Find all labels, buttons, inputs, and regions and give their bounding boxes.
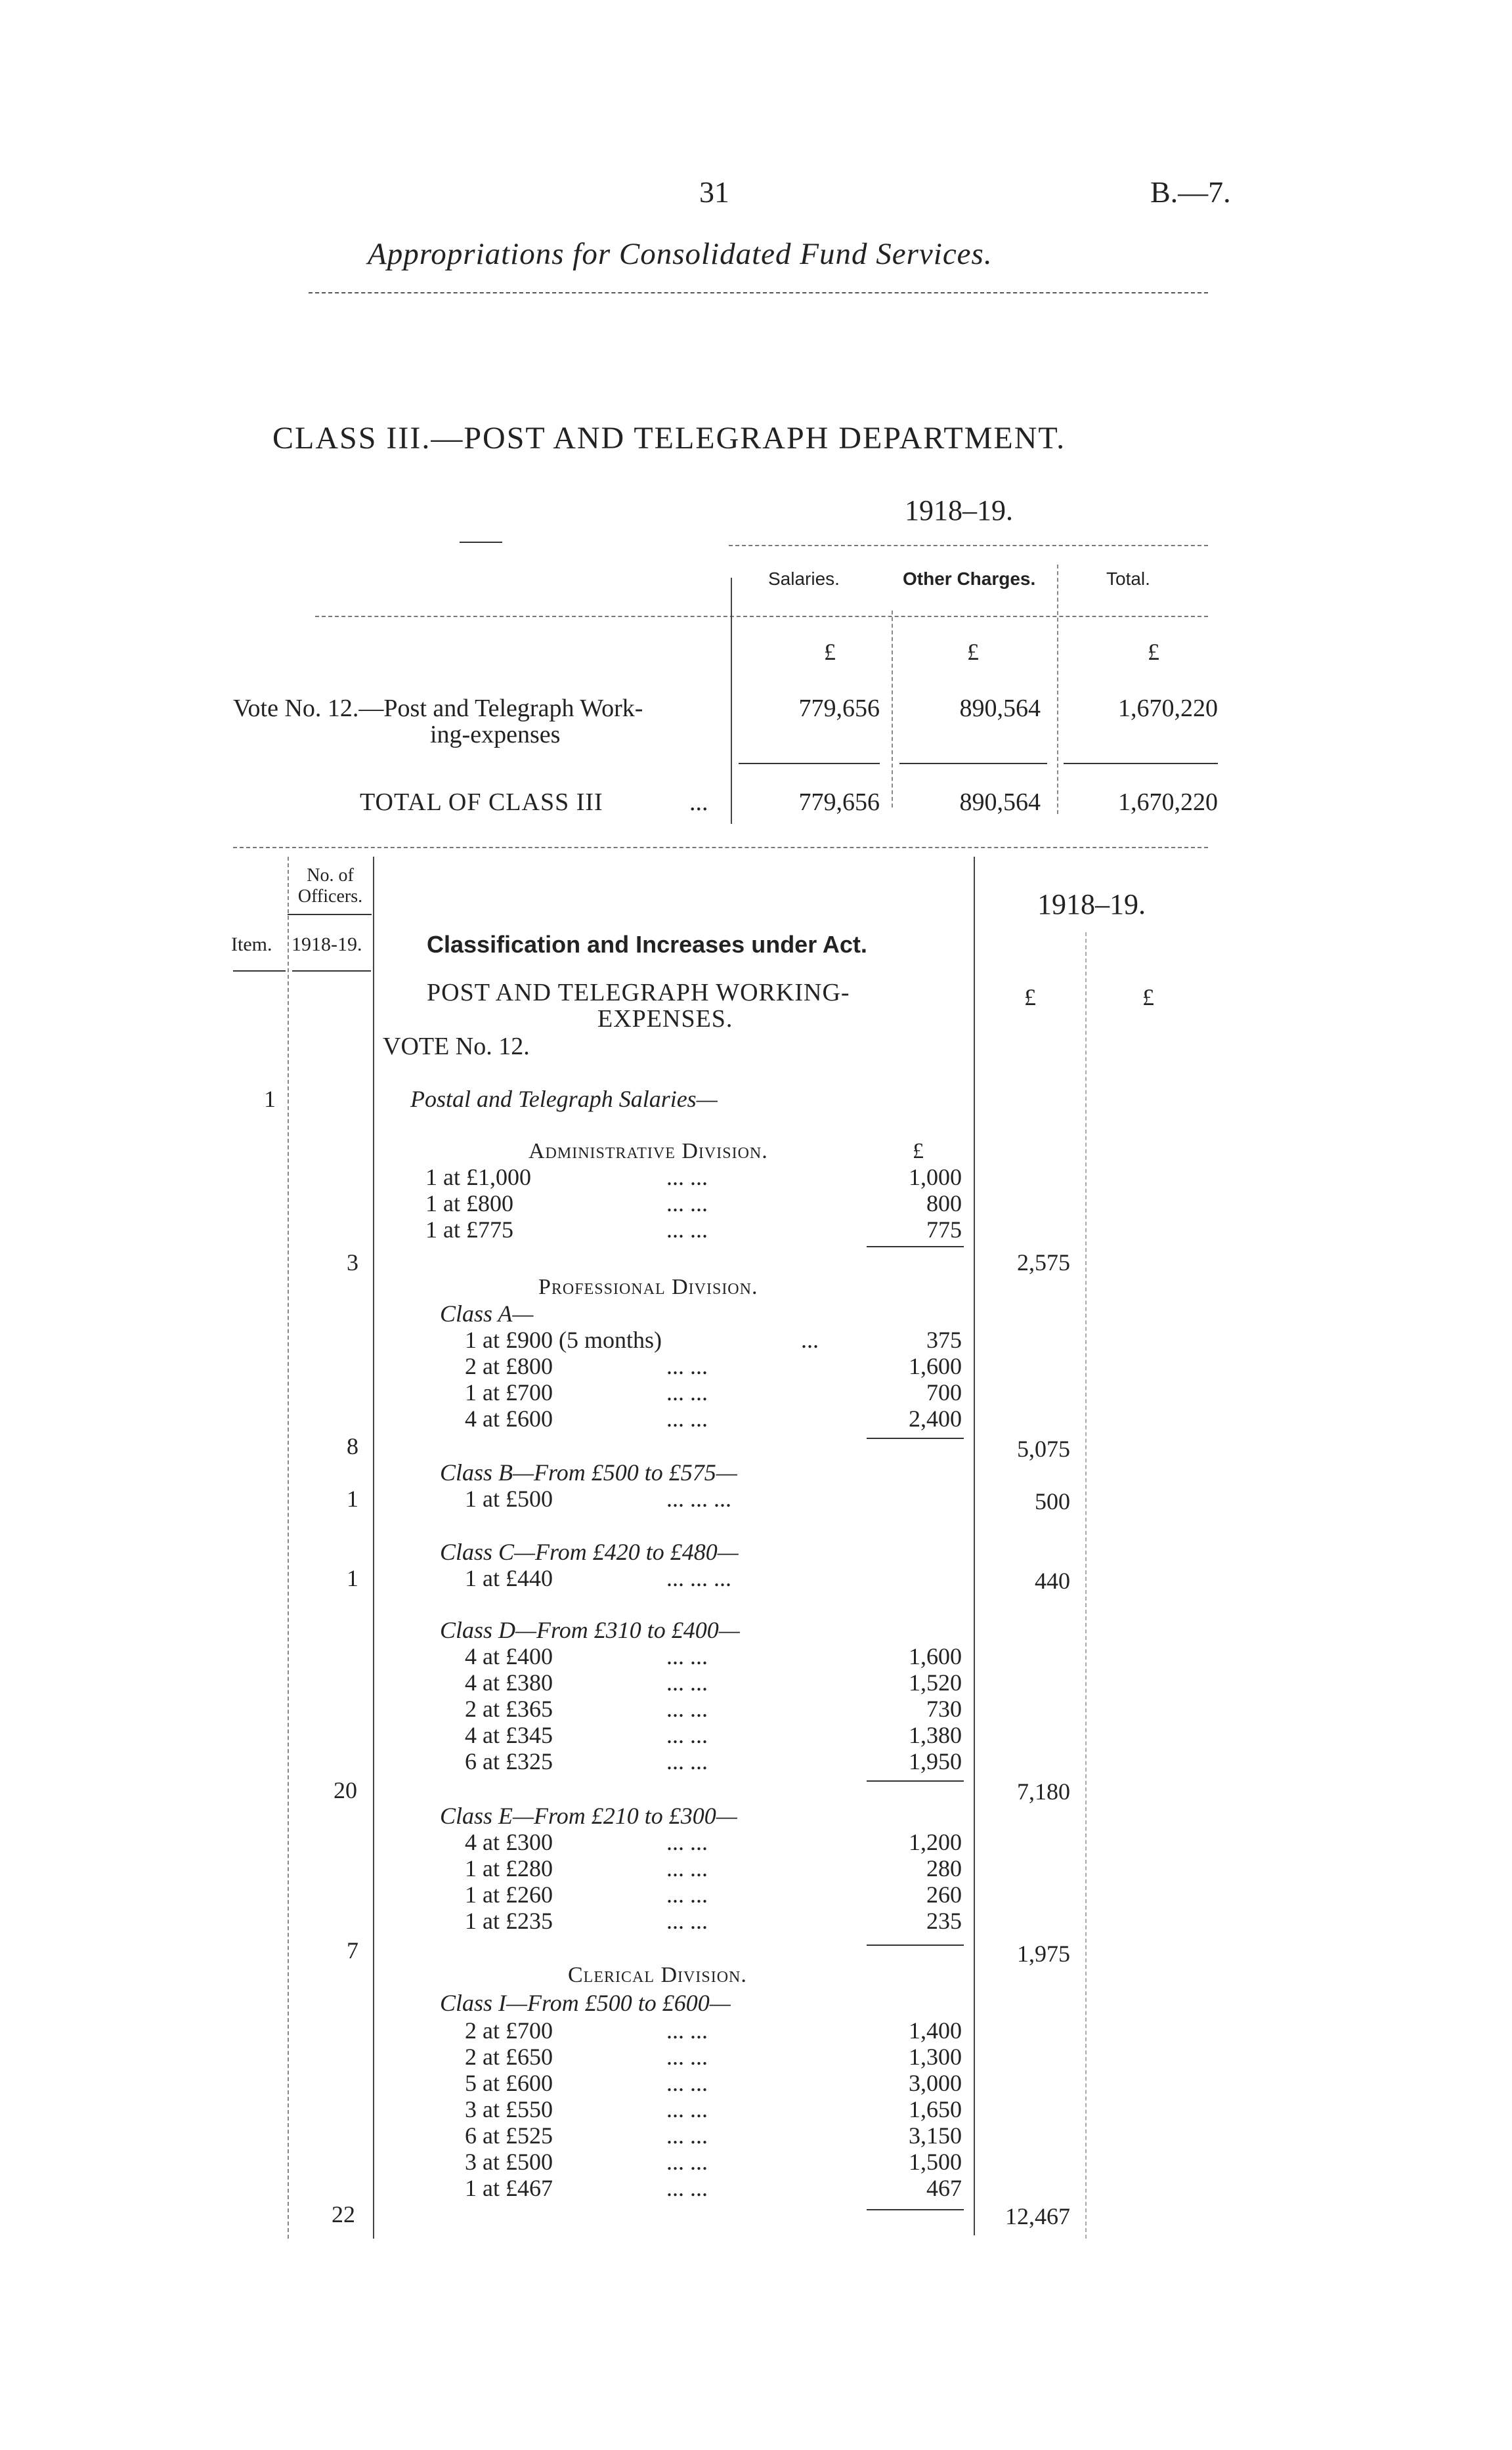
vrule-total	[1085, 932, 1087, 2239]
vote-title-line1: POST AND TELEGRAPH WORKING-	[427, 979, 850, 1006]
class-d-row-amount: 1,600	[909, 1643, 962, 1669]
vote-total: 1,670,220	[1118, 695, 1218, 722]
class-i-row-amount: 1,500	[909, 2149, 962, 2175]
admin-row-amount: 1,000	[909, 1164, 962, 1190]
summary-vline-2	[892, 611, 893, 807]
vrule-subtotal	[974, 857, 975, 2235]
class-e-row-dots: ... ...	[666, 1881, 708, 1908]
class-b-officers: 1	[347, 1486, 358, 1512]
class-d-subtotal-rule	[867, 1780, 964, 1782]
class-a-officers: 8	[347, 1433, 358, 1459]
class-e-row-amount: 1,200	[909, 1829, 962, 1855]
officers-header-rule	[288, 914, 372, 915]
pound-col-3: £	[1142, 984, 1154, 1010]
vote-title-line2: EXPENSES.	[597, 1005, 733, 1033]
page-subtitle: Appropriations for Consolidated Fund Services.	[368, 237, 993, 271]
class-e-total: 1,975	[1017, 1941, 1070, 1967]
class-i-row-dots: ... ...	[666, 2017, 708, 2044]
class-c-row-dots: ... ... ...	[666, 1565, 731, 1591]
class-d-row: 4 at £380	[465, 1669, 553, 1696]
class-i-row-amount: 3,150	[909, 2122, 962, 2149]
class-i-row-amount: 1,300	[909, 2044, 962, 2070]
class-title: CLASS III.—POST AND TELEGRAPH DEPARTMENT.	[272, 421, 1066, 456]
class-a-row: 1 at £900 (5 months)	[465, 1327, 662, 1353]
class-b-total: 500	[1035, 1488, 1070, 1515]
class-a-heading: Class A—	[440, 1300, 534, 1327]
no-of-officers-line1: No. of	[307, 865, 354, 886]
prof-heading: Professional Division.	[538, 1275, 758, 1299]
class-i-row-dots: ... ...	[666, 2070, 708, 2096]
clerical-heading: Clerical Division.	[568, 1963, 747, 1987]
class-d-row-amount: 1,520	[909, 1669, 962, 1696]
class-i-total: 12,467	[1005, 2203, 1070, 2229]
class-a-row-amount: 1,600	[909, 1353, 962, 1379]
class-e-row-dots: ... ...	[666, 1908, 708, 1934]
class-d-total: 7,180	[1017, 1778, 1070, 1805]
admin-officers: 3	[347, 1249, 358, 1276]
vote-rule-other	[899, 763, 1047, 764]
class-i-row: 2 at £700	[465, 2017, 553, 2044]
class-c-officers: 1	[347, 1565, 358, 1591]
class-a-row-dots: ...	[801, 1327, 819, 1353]
class-e-officers: 7	[347, 1937, 358, 1964]
vote-label-line2: ing-expenses	[430, 721, 561, 748]
vote-number: VOTE No. 12.	[383, 1033, 530, 1060]
total-other-charges: 890,564	[959, 788, 1041, 816]
class-i-row: 3 at £500	[465, 2149, 553, 2175]
summary-dash	[460, 542, 502, 543]
admin-row: 1 at £775	[425, 1216, 513, 1243]
class-d-officers: 20	[334, 1777, 357, 1803]
total-class-label: TOTAL OF CLASS III	[360, 788, 603, 816]
class-a-row: 4 at £600	[465, 1406, 553, 1432]
vote-label-line1: Vote No. 12.—Post and Telegraph Work-	[233, 695, 643, 722]
class-i-row: 6 at £525	[465, 2122, 553, 2149]
vote-rule-salaries	[739, 763, 880, 764]
vote-rule-total	[1064, 763, 1218, 764]
class-b-row-dots: ... ... ...	[666, 1486, 731, 1512]
summary-header-rule	[315, 616, 1208, 617]
summary-vline-1	[731, 578, 732, 824]
class-e-row-amount: 235	[926, 1908, 962, 1934]
class-a-total: 5,075	[1017, 1436, 1070, 1462]
class-d-row-amount: 1,380	[909, 1722, 962, 1748]
admin-row-amount: 800	[926, 1190, 962, 1216]
class-e-row: 1 at £235	[465, 1908, 553, 1934]
class-d-row-dots: ... ...	[666, 1643, 708, 1669]
class-a-row: 2 at £800	[465, 1353, 553, 1379]
item-number: 1	[264, 1086, 276, 1112]
no-of-officers-line2: Officers.	[297, 886, 363, 907]
pound-other: £	[967, 639, 979, 665]
class-a-subtotal-rule	[867, 1438, 964, 1439]
detail-year-header: 1918–19.	[1037, 888, 1146, 920]
class-e-row-amount: 260	[926, 1881, 962, 1908]
postal-heading: Postal and Telegraph Salaries—	[410, 1086, 718, 1112]
class-e-row-amount: 280	[926, 1855, 962, 1881]
col-item: Item.	[231, 934, 272, 955]
class-d-row: 4 at £345	[465, 1722, 553, 1748]
vote-salaries: 779,656	[798, 695, 880, 722]
admin-row-dots: ... ...	[666, 1190, 708, 1216]
class-i-row-dots: ... ...	[666, 2122, 708, 2149]
total-total: 1,670,220	[1118, 788, 1218, 816]
class-i-row-dots: ... ...	[666, 2175, 708, 2201]
class-d-row-amount: 1,950	[909, 1748, 962, 1774]
class-d-row-dots: ... ...	[666, 1722, 708, 1748]
pound-col-2: £	[1024, 984, 1036, 1010]
admin-row: 1 at £1,000	[425, 1164, 531, 1190]
class-c-row: 1 at £440	[465, 1565, 553, 1591]
class-i-row-dots: ... ...	[666, 2149, 708, 2175]
class-d-row: 2 at £365	[465, 1696, 553, 1722]
admin-subtotal-rule	[867, 1246, 964, 1247]
class-i-row-amount: 1,400	[909, 2017, 962, 2044]
admin-total: 2,575	[1017, 1249, 1070, 1276]
class-e-row-dots: ... ...	[666, 1829, 708, 1855]
class-a-row-dots: ... ...	[666, 1379, 708, 1406]
class-d-row-dots: ... ...	[666, 1696, 708, 1722]
admin-row-dots: ... ...	[666, 1164, 708, 1190]
document-reference: B.—7.	[1150, 175, 1231, 209]
class-d-row-dots: ... ...	[666, 1669, 708, 1696]
class-d-heading: Class D—From £310 to £400—	[440, 1617, 740, 1643]
col-classification: Classification and Increases under Act.	[427, 931, 867, 958]
class-i-row-amount: 1,650	[909, 2096, 962, 2122]
class-e-row: 1 at £260	[465, 1881, 553, 1908]
class-i-row: 5 at £600	[465, 2070, 553, 2096]
summary-year: 1918–19.	[905, 494, 1013, 527]
class-e-subtotal-rule	[867, 1945, 964, 1946]
class-i-row: 2 at £650	[465, 2044, 553, 2070]
class-i-heading: Class I—From £500 to £600—	[440, 1990, 731, 2016]
class-i-row-dots: ... ...	[666, 2044, 708, 2070]
class-c-total: 440	[1035, 1568, 1070, 1594]
col-officers-year: 1918-19.	[292, 934, 362, 955]
class-d-row-amount: 730	[926, 1696, 962, 1722]
vrule-item	[288, 857, 289, 2239]
class-i-row-amount: 467	[926, 2175, 962, 2201]
col-other-charges: Other Charges.	[903, 569, 1036, 589]
class-e-row-dots: ... ...	[666, 1855, 708, 1881]
class-a-row-amount: 700	[926, 1379, 962, 1406]
class-d-row: 4 at £400	[465, 1643, 553, 1669]
class-b-row: 1 at £500	[465, 1486, 553, 1512]
class-a-row-dots: ... ...	[666, 1406, 708, 1432]
header-rule	[309, 292, 1208, 293]
class-b-heading: Class B—From £500 to £575—	[440, 1459, 737, 1486]
class-d-row: 6 at £325	[465, 1748, 553, 1774]
col-total: Total.	[1106, 569, 1150, 589]
total-class-dots: ...	[689, 788, 708, 816]
summary-vline-3	[1057, 565, 1058, 814]
admin-row-dots: ... ...	[666, 1216, 708, 1243]
class-e-row: 4 at £300	[465, 1829, 553, 1855]
vote-other-charges: 890,564	[959, 695, 1041, 722]
col-salaries: Salaries.	[768, 569, 840, 589]
class-i-row: 1 at £467	[465, 2175, 553, 2201]
class-d-row-dots: ... ...	[666, 1748, 708, 1774]
pound-salaries: £	[824, 639, 836, 665]
class-i-subtotal-rule	[867, 2209, 964, 2210]
class-i-row: 3 at £550	[465, 2096, 553, 2122]
class-e-heading: Class E—From £210 to £300—	[440, 1803, 737, 1829]
admin-row-amount: 775	[926, 1216, 962, 1243]
pound-col-1: £	[913, 1139, 924, 1163]
year-header-rule	[292, 970, 371, 972]
summary-year-rule	[729, 545, 1208, 546]
admin-row: 1 at £800	[425, 1190, 513, 1216]
class-a-row: 1 at £700	[465, 1379, 553, 1406]
class-i-row-dots: ... ...	[666, 2096, 708, 2122]
class-a-row-amount: 375	[926, 1327, 962, 1353]
total-salaries: 779,656	[798, 788, 880, 816]
page-number: 31	[699, 175, 729, 209]
class-a-row-dots: ... ...	[666, 1353, 708, 1379]
summary-bottom-rule	[233, 847, 1208, 848]
pound-total: £	[1148, 639, 1159, 665]
admin-heading: Administrative Division.	[529, 1139, 768, 1163]
vrule-officers	[373, 857, 374, 2239]
class-i-row-amount: 3,000	[909, 2070, 962, 2096]
class-a-row-amount: 2,400	[909, 1406, 962, 1432]
item-header-rule	[233, 970, 286, 972]
class-c-heading: Class C—From £420 to £480—	[440, 1539, 739, 1565]
class-e-row: 1 at £280	[465, 1855, 553, 1881]
class-i-officers: 22	[332, 2201, 355, 2227]
